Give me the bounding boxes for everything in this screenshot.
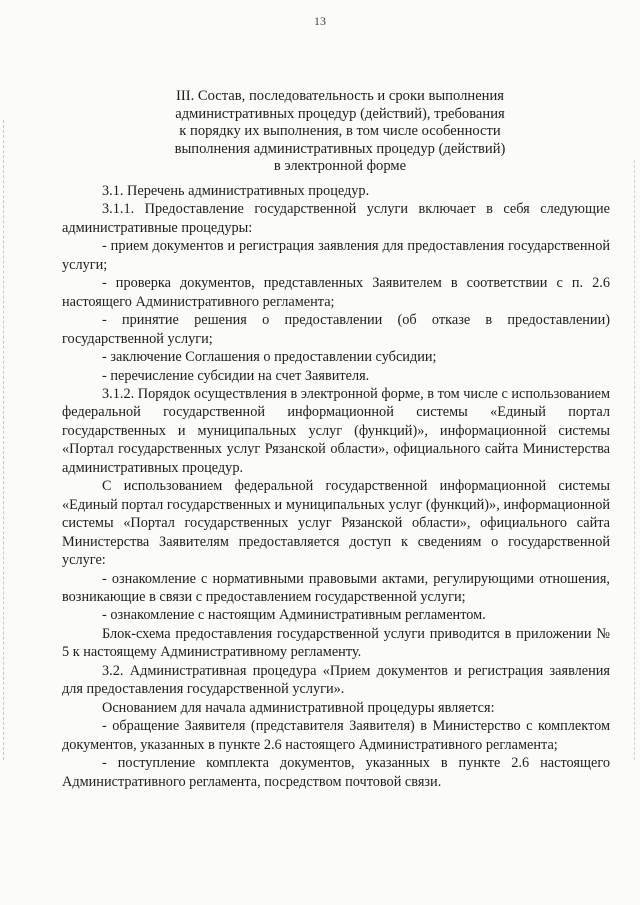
list-item: - ознакомление с настоящим Административным регламентом. — [102, 607, 486, 624]
document-body — [62, 182, 610, 791]
paragraph: Основанием для начала административной процедуры является: — [102, 699, 495, 716]
section-heading-line: III. Состав, последовательность и сроки выполнения — [175, 88, 505, 104]
section-heading-line: к порядку их выполнения, в том числе особенности — [179, 123, 501, 139]
list-item: - прием документов и регистрация заявления для предоставления государственной услуги; — [62, 238, 610, 273]
section-heading — [150, 88, 530, 176]
paragraph: С использованием федеральной государственной информационной системы «Единый портал государственных и муниципальных услуг (функций)», информационной системы «Портал государственных услуг Рязанской области», официального сайта Министерства Заявителям предоставляется доступ к сведениям о государственной услуге: — [62, 478, 610, 569]
list-item: - ознакомление с нормативными правовыми актами, регулирующими отношения, возникающие в связи с предоставлением государственной услуги; — [62, 570, 610, 605]
paragraph: Блок-схема предоставления государственной услуги приводится в приложении № 5 к настоящему Административному регламенту. — [62, 625, 610, 661]
section-heading-line: выполнения административных процедур (действий) — [174, 140, 506, 157]
paragraph-3-2: 3.2. Административная процедура «Прием документов и регистрация заявления для предоставления государственной услуги». — [62, 662, 610, 698]
list-item: - заключение Соглашения о предоставлении субсидии; — [102, 349, 437, 366]
list-item: - принятие решения о предоставлении (об отказе в предоставлении) государственной услуги; — [62, 312, 610, 347]
scan-edge-right — [634, 160, 636, 760]
section-heading-line: в электронной форме — [273, 158, 407, 174]
list-item: - проверка документов, представленных Заявителем в соответствии с п. 2.6 настоящего Административного регламента; — [62, 275, 610, 310]
paragraph-3-1-2: 3.1.2. Порядок осуществления в электронной форме, в том числе с использованием федеральной государственной информационной системы «Единый портал государственных и муниципальных услуг (функций)», информационной системы «Портал государственных услуг Рязанской области», официального сайта Министерства административных процедур. — [62, 385, 610, 476]
scan-edge-left — [3, 120, 5, 760]
paragraph-3-1-1: 3.1.1. Предоставление государственной услуги включает в себя следующие административные процедуры: — [62, 201, 610, 236]
list-item: - перечисление субсидии на счет Заявителя. — [102, 367, 370, 384]
list-item: - обращение Заявителя (представителя Заявителя) в Министерство с комплектом документов, указанных в пункте 2.6 настоящего Административного регламента; — [62, 718, 610, 753]
list-item: - поступление комплекта документов, указанных в пункте 2.6 настоящего Административного регламента, посредством почтовой связи. — [62, 755, 610, 790]
section-heading-line: административных процедур (действий), требования — [175, 105, 505, 122]
paragraph-3-1: 3.1. Перечень административных процедур. — [102, 183, 370, 199]
page-number: 13 — [314, 14, 326, 28]
